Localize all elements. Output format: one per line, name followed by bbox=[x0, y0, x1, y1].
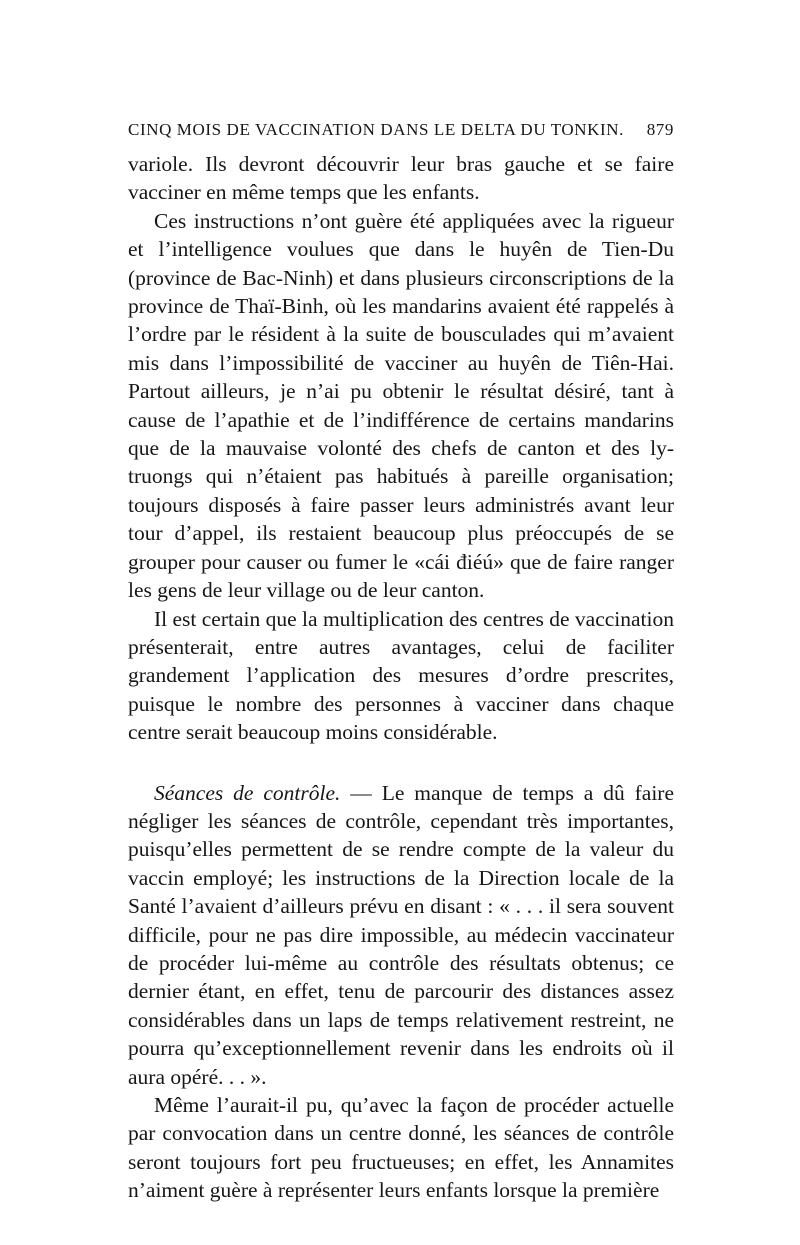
paragraph-seances-de-controle bbox=[128, 779, 674, 1091]
paragraph-multiplication: Il est certain que la multiplication des centres de vaccination présenterait, entre autres avantages, celui de faciliter grandement l’application des mesures d’ordre prescrites, puisque le nombre des personnes à vacciner dans chaque centre serait beaucoup moins considérable. bbox=[128, 606, 674, 745]
paragraph-instructions: Ces instructions n’ont guère été appliquées avec la rigueur et l’intelligence voulues que dans le huyên de Tien-Du (province de Bac-Ninh) et dans plusieurs circonscriptions de la province de Thaï-Binh, où les mandarins avaient été rappelés à l’ordre par le résident à la suite de bousculades qui m’avaient mis dans l’impossibilité de vacciner au huyên de Tiên-Hai. Partout ailleurs, je n’ai pu obtenir le résultat désiré, tant à cause de l’apathie et de l’indifférence de certains mandarins que de la mauvaise volonté des chefs de canton et des ly-truongs qui n’étaient pas habitués à pareille organisation; toujours disposés à faire passer leurs administrés avant leur tour d’appel, ils restaient beaucoup plus préoccupés de se grouper pour causer ou fumer le «cái điéú» que de faire ranger les gens de leur village ou de leur canton. bbox=[128, 208, 674, 603]
section-spacer bbox=[128, 747, 674, 779]
book-page bbox=[128, 110, 674, 1205]
running-head bbox=[128, 110, 674, 150]
page-number: 879 bbox=[646, 120, 674, 139]
section-title: Séances de contrôle. bbox=[154, 780, 341, 805]
paragraph-variole: variole. Ils devront découvrir leur bras gauche et se faire vacciner en même temps que les enfants. bbox=[128, 152, 674, 205]
running-head-title: CINQ MOIS DE VACCINATION DANS LE DELTA DU TONKIN. bbox=[128, 120, 625, 139]
section-text: — Le manque de temps a dû faire négliger les séances de contrôle, cependant très importantes, puisqu’elles permettent de se rendre compte de la valeur du vaccin employé; les instructions de la Direction locale de la Santé l’avaient d’ailleurs prévu en disant : « . . . il sera souvent difficile, pour ne pas dire impossible, au médecin vaccinateur de procéder lui-même au contrôle des résultats obtenus; ce dernier étant, en effet, tenu de parcourir des distances assez considérables dans un laps de temps relativement restreint, ne pourra qu’exceptionnellement revenir dans les endroits où il aura opéré. . . ». bbox=[128, 780, 674, 1089]
paragraph-continuation: Même l’aurait-il pu, qu’avec la façon de procéder actuelle par convocation dans un centre donné, les séances de contrôle seront toujours fort peu fructueuses; en effet, les Annamites n’aiment guère à représenter leurs enfants lorsque la première bbox=[128, 1093, 674, 1203]
